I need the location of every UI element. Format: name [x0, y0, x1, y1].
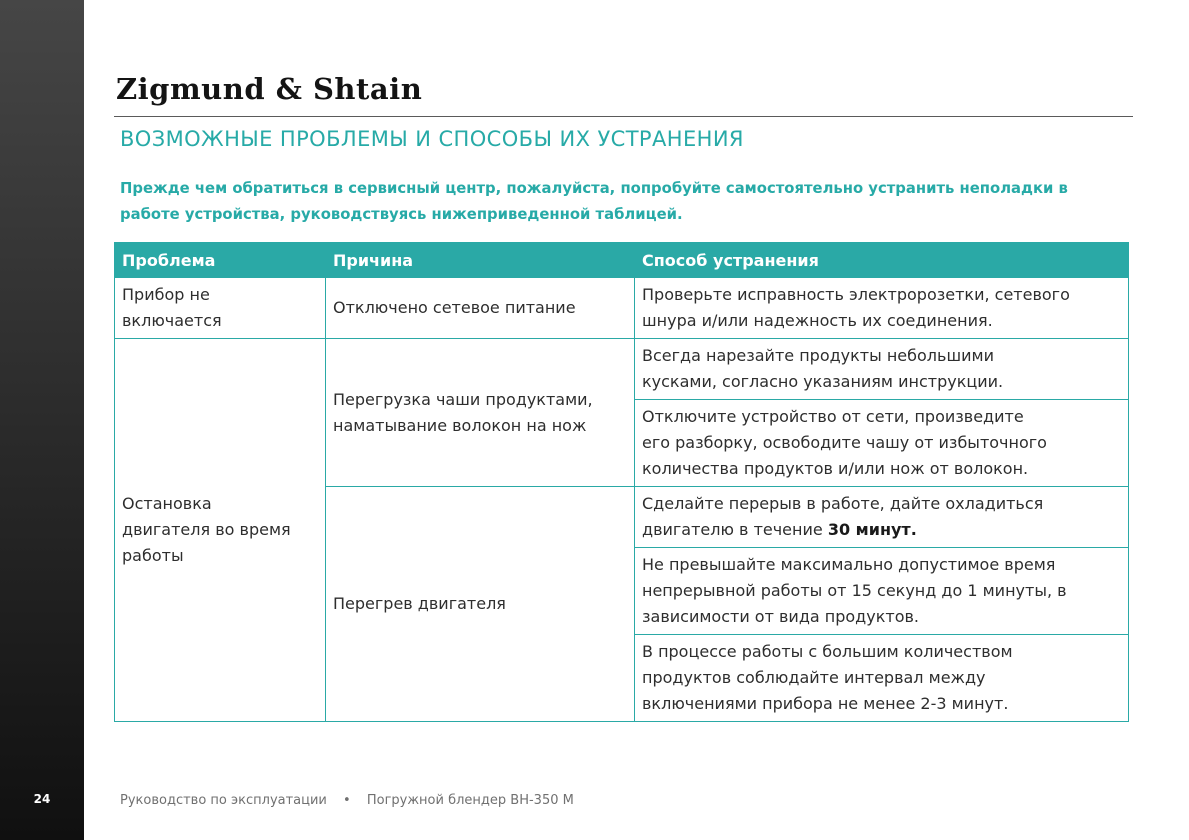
- cell-line: кусками, согласно указаниям инструкции.: [642, 372, 1004, 391]
- solution-cell: [635, 339, 1129, 400]
- cell-text: двигателю в течение: [642, 520, 828, 539]
- cell-line: Проверьте исправность электророзетки, сетевого: [642, 285, 1070, 304]
- solution-cell: [635, 278, 1129, 339]
- cell-line: количества продуктов и/или нож от волокон.: [642, 459, 1029, 478]
- cause-cell: [326, 487, 635, 722]
- footer-separator: •: [343, 793, 351, 808]
- solution-cell: [635, 487, 1129, 548]
- footer-product-label: Погружной блендер BH-350 M: [366, 793, 574, 808]
- problem-cell: [115, 339, 326, 722]
- cell-line: наматывание волокон на нож: [333, 415, 587, 435]
- intro-line: Прежде чем обратиться в сервисный центр, пожалуйста, попробуйте самостоятельно устранить неполадки в: [120, 180, 1068, 197]
- brand-logo: Zigmund & Shtain: [116, 72, 423, 106]
- page-sidebar: [0, 0, 84, 840]
- cell-line: Не превышайте максимально допустимое время: [642, 555, 1056, 574]
- cell-line: шнура и/или надежность их соединения.: [642, 311, 993, 330]
- page-number: 24: [33, 792, 51, 806]
- cell-line: Перегрев двигателя: [333, 594, 506, 613]
- header-divider: [114, 116, 1133, 117]
- page-footer: [120, 793, 574, 808]
- rest-duration: 30 минут.: [827, 520, 917, 539]
- cell-line: Сделайте перерыв в работе, дайте охладиться: [642, 494, 1044, 513]
- cell-line: [642, 517, 1121, 543]
- table-row: [115, 278, 1129, 339]
- cell-line: Отключите устройство от сети, произведите: [642, 407, 1024, 426]
- cell-line: работы: [122, 546, 184, 565]
- cell-line: двигателя во время: [122, 520, 291, 539]
- solution-cell: [635, 400, 1129, 487]
- cell-line: продуктов соблюдайте интервал между: [642, 668, 986, 687]
- solution-cell: [635, 635, 1129, 722]
- cell-line: Остановка: [122, 494, 212, 513]
- problem-cell: [115, 278, 326, 339]
- cell-line: зависимости от вида продуктов.: [642, 607, 919, 626]
- cell-line: Всегда нарезайте продукты небольшими: [642, 346, 994, 365]
- cell-line: включениями прибора не менее 2-3 минут.: [642, 694, 1009, 713]
- troubleshooting-table: [114, 242, 1129, 722]
- header-problem: Проблема: [115, 243, 326, 278]
- table-row: [115, 339, 1129, 400]
- cell-line: непрерывной работы от 15 секунд до 1 минуты, в: [642, 581, 1067, 600]
- cell-line: В процессе работы с большим количеством: [642, 642, 1013, 661]
- header-solution: Способ устранения: [635, 243, 1129, 278]
- solution-cell: [635, 548, 1129, 635]
- intro-line: работе устройства, руководствуясь нижеприведенной таблицей.: [120, 206, 683, 223]
- cause-cell: [326, 339, 635, 487]
- footer-manual-label: Руководство по эксплуатации: [120, 793, 327, 808]
- cell-line: Отключено сетевое питание: [333, 298, 576, 317]
- header-cause: Причина: [326, 243, 635, 278]
- table-header-row: [115, 243, 1129, 278]
- intro-text: [120, 176, 1170, 228]
- cause-cell: [326, 278, 635, 339]
- cell-line: включается: [122, 311, 222, 330]
- cell-line: Прибор не: [122, 285, 210, 304]
- cell-line: его разборку, освободите чашу от избыточного: [642, 433, 1047, 452]
- section-title: ВОЗМОЖНЫЕ ПРОБЛЕМЫ И СПОСОБЫ ИХ УСТРАНЕНИЯ: [120, 127, 744, 151]
- cell-line: Перегрузка чаши продуктами,: [333, 389, 593, 409]
